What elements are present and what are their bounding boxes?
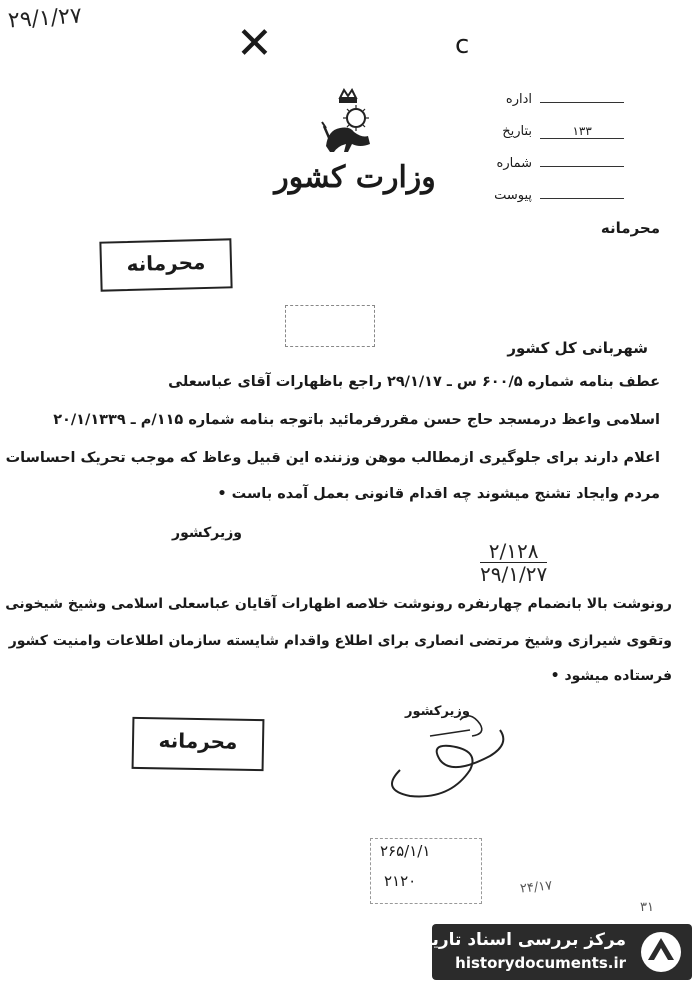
reference-number-d: ۳۱ [640, 900, 654, 915]
watermark-url: historydocuments.ir [455, 954, 626, 972]
meta-field-department [480, 92, 660, 107]
meta-label: پیوست [494, 188, 532, 203]
handwritten-number-top: ۲/۱۲۸ [480, 540, 547, 563]
meta-label: بتاریخ [502, 124, 532, 139]
confidential-stamp-bottom: محرمانه [132, 717, 265, 771]
letter-signer: وزیرکشور [172, 525, 242, 541]
reference-number-c: ۲۴/۱۷ [519, 878, 554, 897]
corner-handwritten-number: ۲۹/۱/۲۷ [7, 3, 83, 34]
handwritten-reference-number [480, 540, 547, 585]
handwritten-signature [360, 700, 520, 810]
letter-line: عطف بنامه شماره ۶۰۰/۵ س ـ ۲۹/۱/۱۷ راجع باظهارات آقای عباسعلی [168, 374, 660, 390]
handwritten-x-mark: ✕ [236, 18, 273, 69]
watermark-title: مرکز بررسی اسناد تاریخی [403, 930, 626, 950]
ministry-title: وزارت کشور [274, 160, 436, 195]
confidential-stamp-top: محرمانه [99, 238, 232, 291]
meta-label: اداره [505, 92, 532, 107]
meta-value [540, 198, 624, 199]
lion-and-sun-emblem-icon [316, 86, 380, 158]
confidential-label: محرمانه [600, 219, 660, 237]
meta-label: شماره [496, 156, 532, 171]
followup-line: فرستاده میشود • [550, 668, 672, 684]
meta-field-attachment [480, 188, 660, 203]
meta-field-date [480, 124, 660, 139]
handwritten-c-mark: ᴄ [455, 30, 470, 60]
meta-field-number [480, 156, 660, 171]
handwritten-number-bottom: ۲۹/۱/۲۷ [480, 562, 548, 586]
meta-value [540, 166, 624, 167]
letter-line: اسلامی واعظ درمسجد حاج حسن مقررفرمائید باتوجه بنامه شماره ۱۱۵/م ـ ۲۰/۱/۱۳۳۹ [53, 412, 660, 428]
addressee: شهربانی کل کشور [507, 339, 648, 357]
reference-number-a: ۲۶۵/۱/۱ [380, 842, 431, 860]
letter-line: اعلام دارند برای جلوگیری ازمطالب موهن وزننده این قبیل وعاظ که موجب تحریک احساسات [5, 450, 660, 466]
archive-logo-icon [638, 930, 684, 974]
meta-value: ۱۳۳ [540, 124, 624, 139]
meta-value [540, 102, 624, 103]
followup-signer: وزیرکشور [405, 704, 470, 719]
followup-line: وتقوی شیرازی وشیخ مرتضی انصاری برای اطلاع واقدام شایسته سازمان اطلاعات وامنیت کشور [8, 633, 672, 649]
followup-line: رونوشت بالا بانضمام چهارنفره رونوشت خلاصه اظهارات آقایان عباسعلی اسلامی وشیخ شیخونی [5, 596, 672, 612]
reference-number-b: ۲۱۲۰ [384, 872, 417, 890]
letter-line: مردم وایجاد تشنج میشوند چه اقدام قانونی بعمل آمده باست • [217, 486, 660, 502]
blank-box [285, 305, 375, 347]
